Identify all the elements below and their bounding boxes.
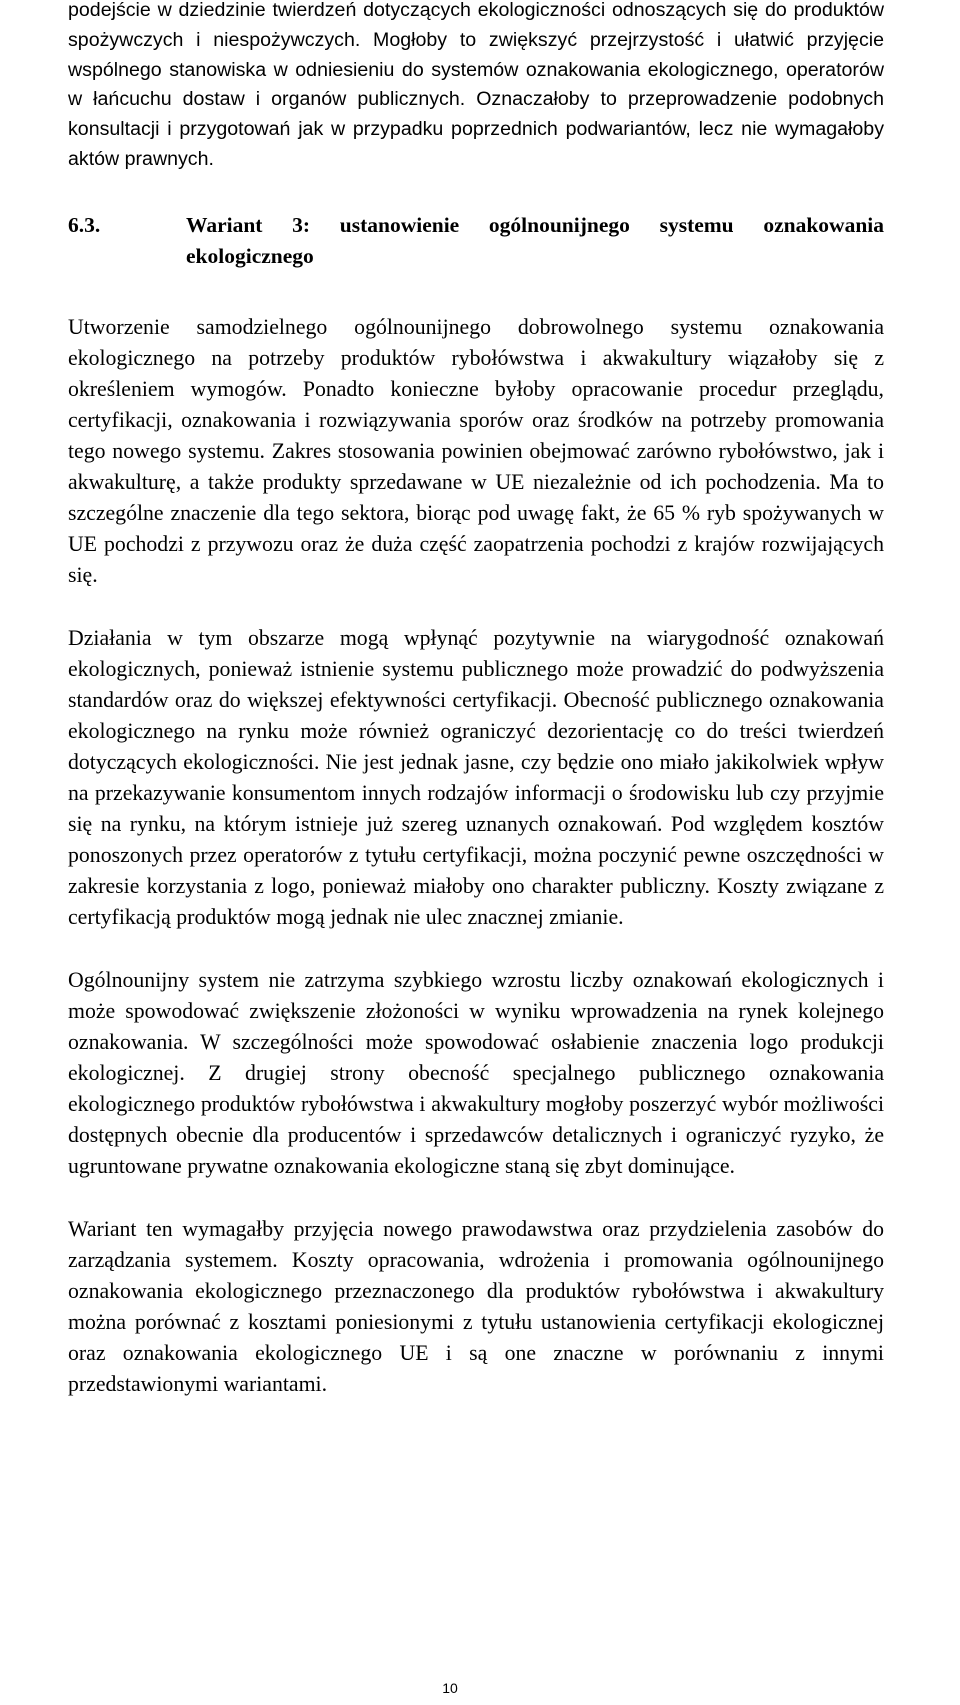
- section-title: Wariant 3: ustanowienie ogólnounijnego systemu oznakowania ekologicznego: [186, 212, 884, 268]
- intro-paragraph: podejście w dziedzinie twierdzeń dotyczących ekologiczności odnoszących się do produktów spożywczych i niespożywczych. Mogłoby to zwiększyć przejrzystość i ułatwić przyjęcie wspólnego stanowiska w odniesieniu do systemów oznakowania ekologicznego, operatorów w łańcuchu dostaw i organów publicznych. Oznaczałoby to przeprowadzenie podobnych konsultacji i przygotowań jak w przypadku poprzednich podwariantów, lecz nie wymagałoby aktów prawnych.: [68, 0, 884, 170]
- document-page: [68, 0, 884, 1400]
- body-paragraph-4: Wariant ten wymagałby przyjęcia nowego prawodawstwa oraz przydzielenia zasobów do zarządzania systemem. Koszty opracowania, wdrożenia i promowania ogólnounijnego oznakowania ekologicznego przeznaczonego dla produktów rybołówstwa i akwakultury można porównać z kosztami poniesionymi z tytułu ustanowienia certyfikacji ekologicznej oraz oznakowania ekologicznego UE i są one znaczne w porównaniu z innymi przedstawionymi wariantami.: [68, 1216, 884, 1396]
- section-number: 6.3.: [68, 212, 101, 237]
- page-number: 10: [442, 1680, 458, 1696]
- section-heading: [68, 210, 884, 272]
- body-paragraph-1: Utworzenie samodzielnego ogólnounijnego dobrowolnego systemu oznakowania ekologicznego na potrzeby produktów rybołówstwa i akwakultury wiązałoby się z określeniem wymogów. Ponadto konieczne byłoby opracowanie procedur przeglądu, certyfikacji, oznakowania i rozwiązywania sporów oraz środków na potrzeby promowania tego nowego systemu. Zakres stosowania powinien obejmować zarówno rybołówstwo, jak i akwakulturę, a także produkty sprzedawane w UE niezależnie od ich pochodzenia. Ma to szczególne znaczenie dla tego sektora, biorąc pod uwagę fakt, że 65 % ryb spożywanych w UE pochodzi z przywozu oraz że duża część zaopatrzenia pochodzi z krajów rozwijających się.: [68, 314, 884, 587]
- body-paragraph-2: Działania w tym obszarze mogą wpłynąć pozytywnie na wiarygodność oznakowań ekologicznych, ponieważ istnienie systemu publicznego może prowadzić do podwyższenia standardów oraz do większej efektywności certyfikacji. Obecność publicznego oznakowania ekologicznego na rynku może również ograniczyć dezorientację co do treści twierdzeń dotyczących ekologiczności. Nie jest jednak jasne, czy będzie ono miało jakikolwiek wpływ na przekazywanie konsumentom innych rodzajów informacji o środowisku lub czy przyjmie się na rynku, na którym istnieje już szereg uznanych oznakowań. Pod względem kosztów ponoszonych przez operatorów z tytułu certyfikacji, można poczynić pewne oszczędności w zakresie korzystania z logo, ponieważ miałoby ono charakter publiczny. Koszty związane z certyfikacją produktów mogą jednak nie ulec znacznej zmianie.: [68, 625, 884, 929]
- body-paragraph-3: Ogólnounijny system nie zatrzyma szybkiego wzrostu liczby oznakowań ekologicznych i może spowodować zwiększenie złożoności w wyniku wprowadzenia na rynek kolejnego oznakowania. W szczególności może spowodować osłabienie znaczenia logo produkcji ekologicznej. Z drugiej strony obecność specjalnego publicznego oznakowania ekologicznego produktów rybołówstwa i akwakultury mogłoby poszerzyć wybór możliwości dostępnych obecnie dla producentów i sprzedawców detalicznych i ograniczyć ryzyko, że ugruntowane prywatne oznakowania ekologiczne staną się zbyt dominujące.: [68, 967, 884, 1178]
